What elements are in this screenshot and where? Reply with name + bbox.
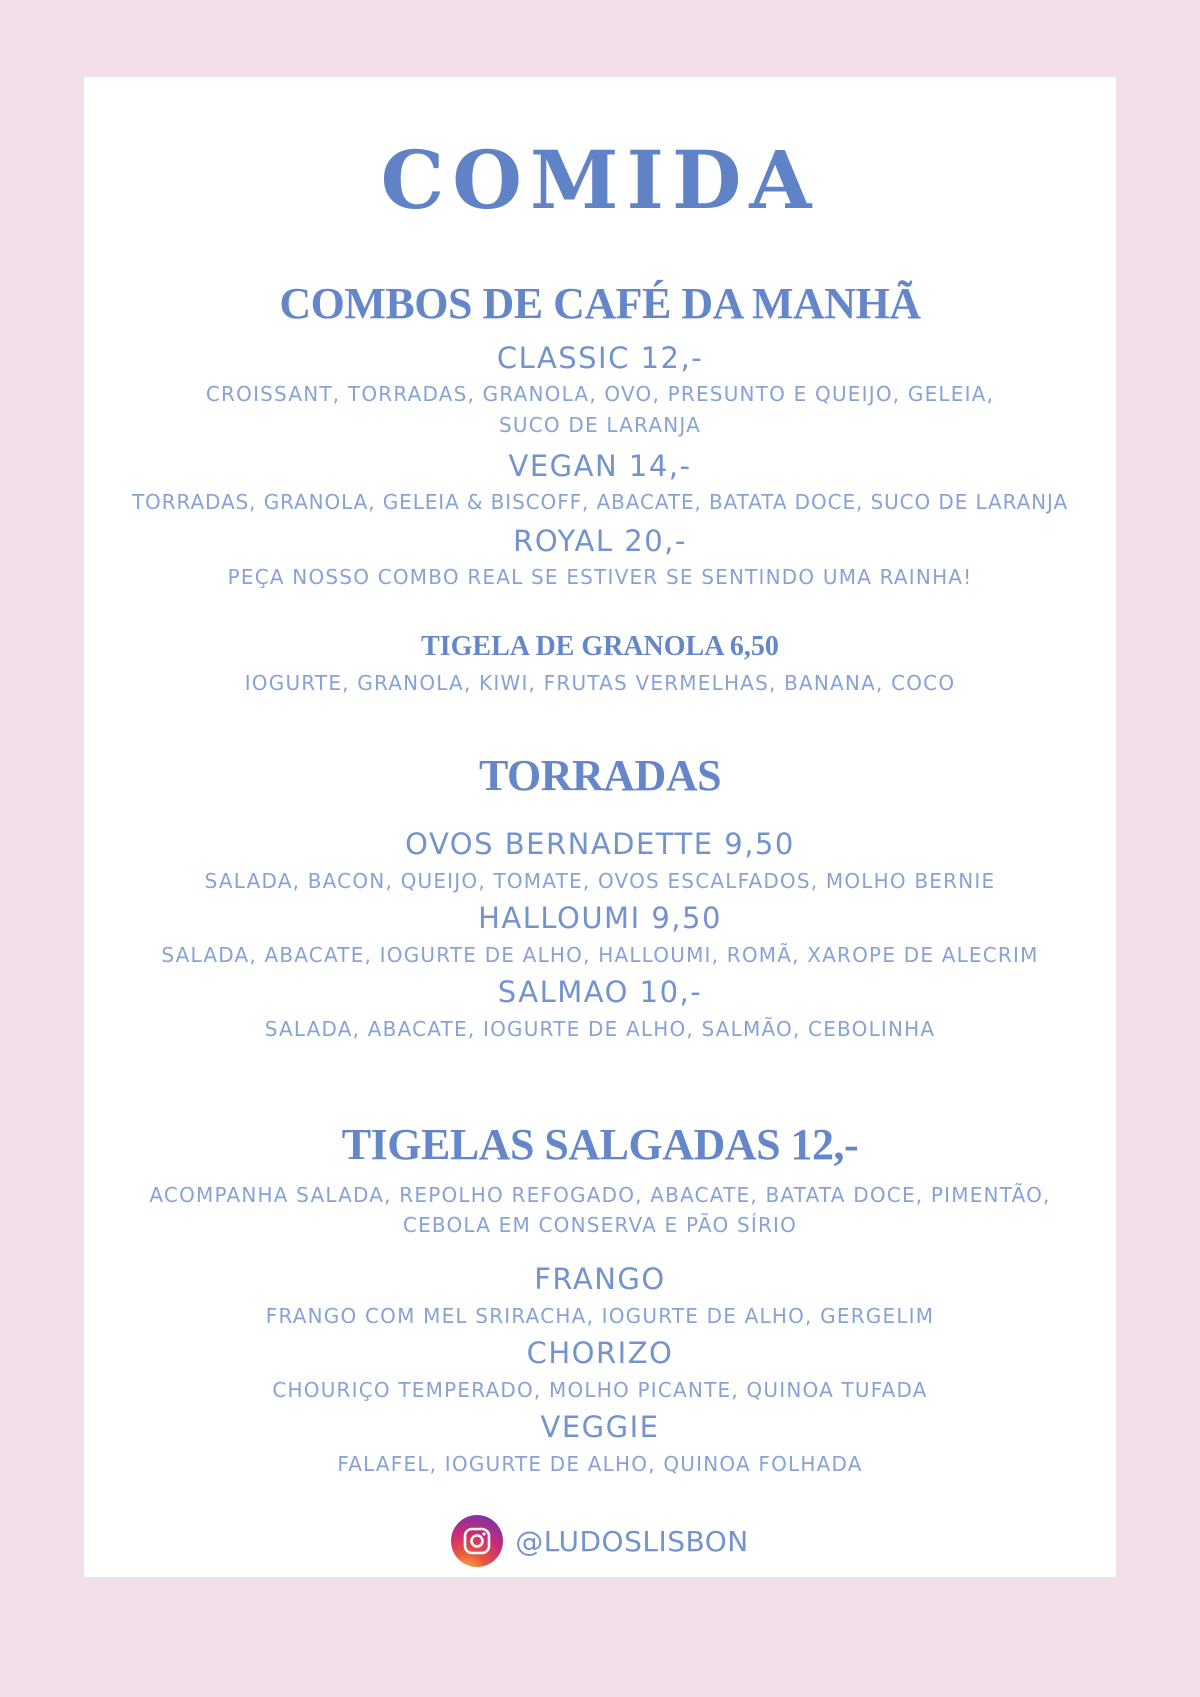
menu-item-ovos-bernadette-description: SALADA, BACON, QUEIJO, TOMATE, OVOS ESCALFADOS, MOLHO BERNIE — [204, 869, 996, 893]
menu-item-chorizo-description: CHOURIÇO TEMPERADO, MOLHO PICANTE, QUINOA TUFADA — [272, 1378, 928, 1402]
section-heading-breakfast: COMBOS DE CAFÉ DA MANHÃ — [279, 279, 921, 328]
menu-item-chorizo: CHORIZO — [526, 1336, 674, 1370]
menu-item-classic-description: CROISSANT, TORRADAS, GRANOLA, OVO, PRESUNTO E QUEIJO, GELEIA, — [205, 382, 995, 406]
menu-item-halloumi: HALLOUMI 9,50 — [478, 901, 722, 935]
menu-item-veggie: VEGGIE — [540, 1410, 660, 1444]
menu-item-ovos-bernadette: OVOS BERNADETTE 9,50 — [405, 827, 795, 861]
menu-item-vegan-description: TORRADAS, GRANOLA, GELEIA & BISCOFF, ABACATE, BATATA DOCE, SUCO DE LARANJA — [131, 490, 1069, 514]
page-title: COMIDA — [380, 133, 820, 227]
section-heading-granola: TIGELA DE GRANOLA 6,50 — [421, 631, 779, 662]
menu-item-veggie-description: FALAFEL, IOGURTE DE ALHO, QUINOA FOLHADA — [337, 1452, 863, 1476]
social-footer — [0, 1515, 1200, 1567]
instagram-icon[interactable] — [451, 1515, 503, 1567]
menu-item-classic-description: SUCO DE LARANJA — [498, 413, 702, 437]
menu-card — [84, 77, 1116, 1577]
bowls-intro: CEBOLA EM CONSERVA E PÃO SÍRIO — [402, 1213, 798, 1237]
menu-item-salmao-description: SALADA, ABACATE, IOGURTE DE ALHO, SALMÃO, CEBOLINHA — [264, 1017, 936, 1041]
menu-item-frango-description: FRANGO COM MEL SRIRACHA, IOGURTE DE ALHO, GERGELIM — [265, 1304, 935, 1328]
menu-item-royal-description: PEÇA NOSSO COMBO REAL SE ESTIVER SE SENTINDO UMA RAINHA! — [227, 565, 973, 589]
bowls-intro: ACOMPANHA SALADA, REPOLHO REFOGADO, ABACATE, BATATA DOCE, PIMENTÃO, — [149, 1183, 1051, 1207]
menu-item-granola-description: IOGURTE, GRANOLA, KIWI, FRUTAS VERMELHAS, BANANA, COCO — [244, 671, 956, 695]
menu-item-royal: ROYAL 20,- — [513, 524, 687, 558]
menu-item-classic: CLASSIC 12,- — [496, 341, 704, 375]
menu-item-vegan: VEGAN 14,- — [508, 449, 692, 483]
menu-item-salmao: SALMAO 10,- — [497, 975, 703, 1009]
menu-item-halloumi-description: SALADA, ABACATE, IOGURTE DE ALHO, HALLOUMI, ROMÃ, XAROPE DE ALECRIM — [161, 943, 1039, 967]
section-heading-bowls: TIGELAS SALGADAS 12,- — [341, 1120, 859, 1169]
menu-item-frango: FRANGO — [534, 1262, 666, 1296]
instagram-handle-link[interactable]: @LUDOSLISBON — [515, 1524, 749, 1558]
section-heading-toasts: TORRADAS — [478, 751, 722, 800]
